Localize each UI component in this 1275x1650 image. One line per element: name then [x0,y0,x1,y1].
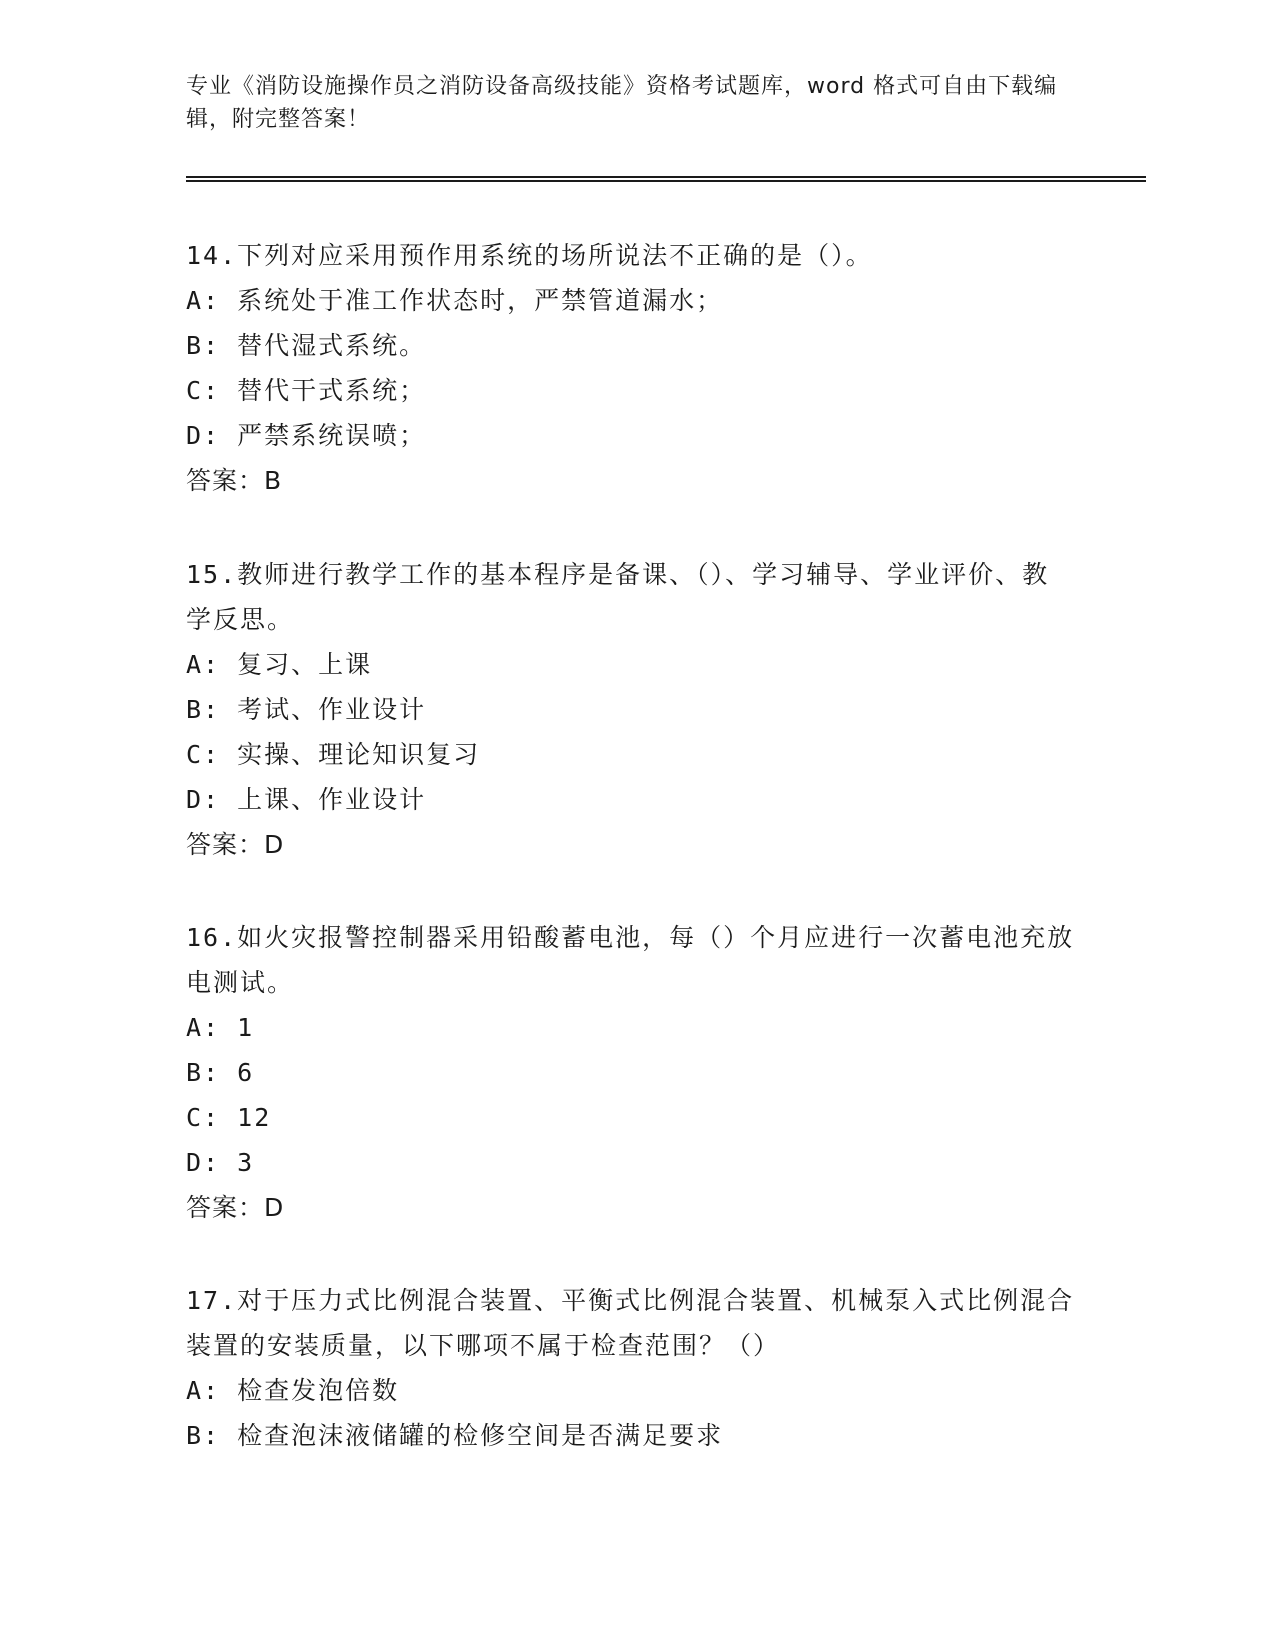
question-15 [186,552,1076,867]
question-14 [186,233,1076,503]
answer: 答案：D [186,830,285,859]
option-a: A: 1 [186,1013,255,1042]
document-header: 专业《消防设施操作员之消防设备高级技能》资格考试题库，word 格式可自由下载编辑，附完整答案！ [186,74,1058,132]
question-17 [186,1278,1076,1458]
question-stem: 17.对于压力式比例混合装置、平衡式比例混合装置、机械泵入式比例混合装置的安装质量，以下哪项不属于检查范围？（） [186,1286,1075,1360]
header-divider [186,176,1146,182]
answer: 答案：B [186,466,283,495]
option-b: B: 考试、作业设计 [186,695,427,724]
question-16 [186,915,1076,1230]
option-c: C: 实操、理论知识复习 [186,740,481,769]
question-stem: 14.下列对应采用预作用系统的场所说法不正确的是（）。 [186,241,873,270]
option-b: B: 检查泡沫液储罐的检修空间是否满足要求 [186,1421,724,1450]
option-a: A: 检查发泡倍数 [186,1376,400,1405]
answer: 答案：D [186,1193,285,1222]
option-c: C: 12 [186,1103,272,1132]
option-d: D: 上课、作业设计 [186,785,427,814]
option-b: B: 替代湿式系统。 [186,331,427,360]
option-a: A: 复习、上课 [186,650,373,679]
option-d: D: 3 [186,1148,255,1177]
option-c: C: 替代干式系统； [186,376,427,405]
question-stem: 15.教师进行教学工作的基本程序是备课、（）、学习辅导、学业评价、教学反思。 [186,560,1050,634]
option-b: B: 6 [186,1058,255,1087]
option-a: A: 系统处于准工作状态时，严禁管道漏水； [186,286,724,315]
option-d: D: 严禁系统误喷； [186,421,427,450]
question-stem: 16.如火灾报警控制器采用铅酸蓄电池，每（）个月应进行一次蓄电池充放电测试。 [186,923,1075,997]
